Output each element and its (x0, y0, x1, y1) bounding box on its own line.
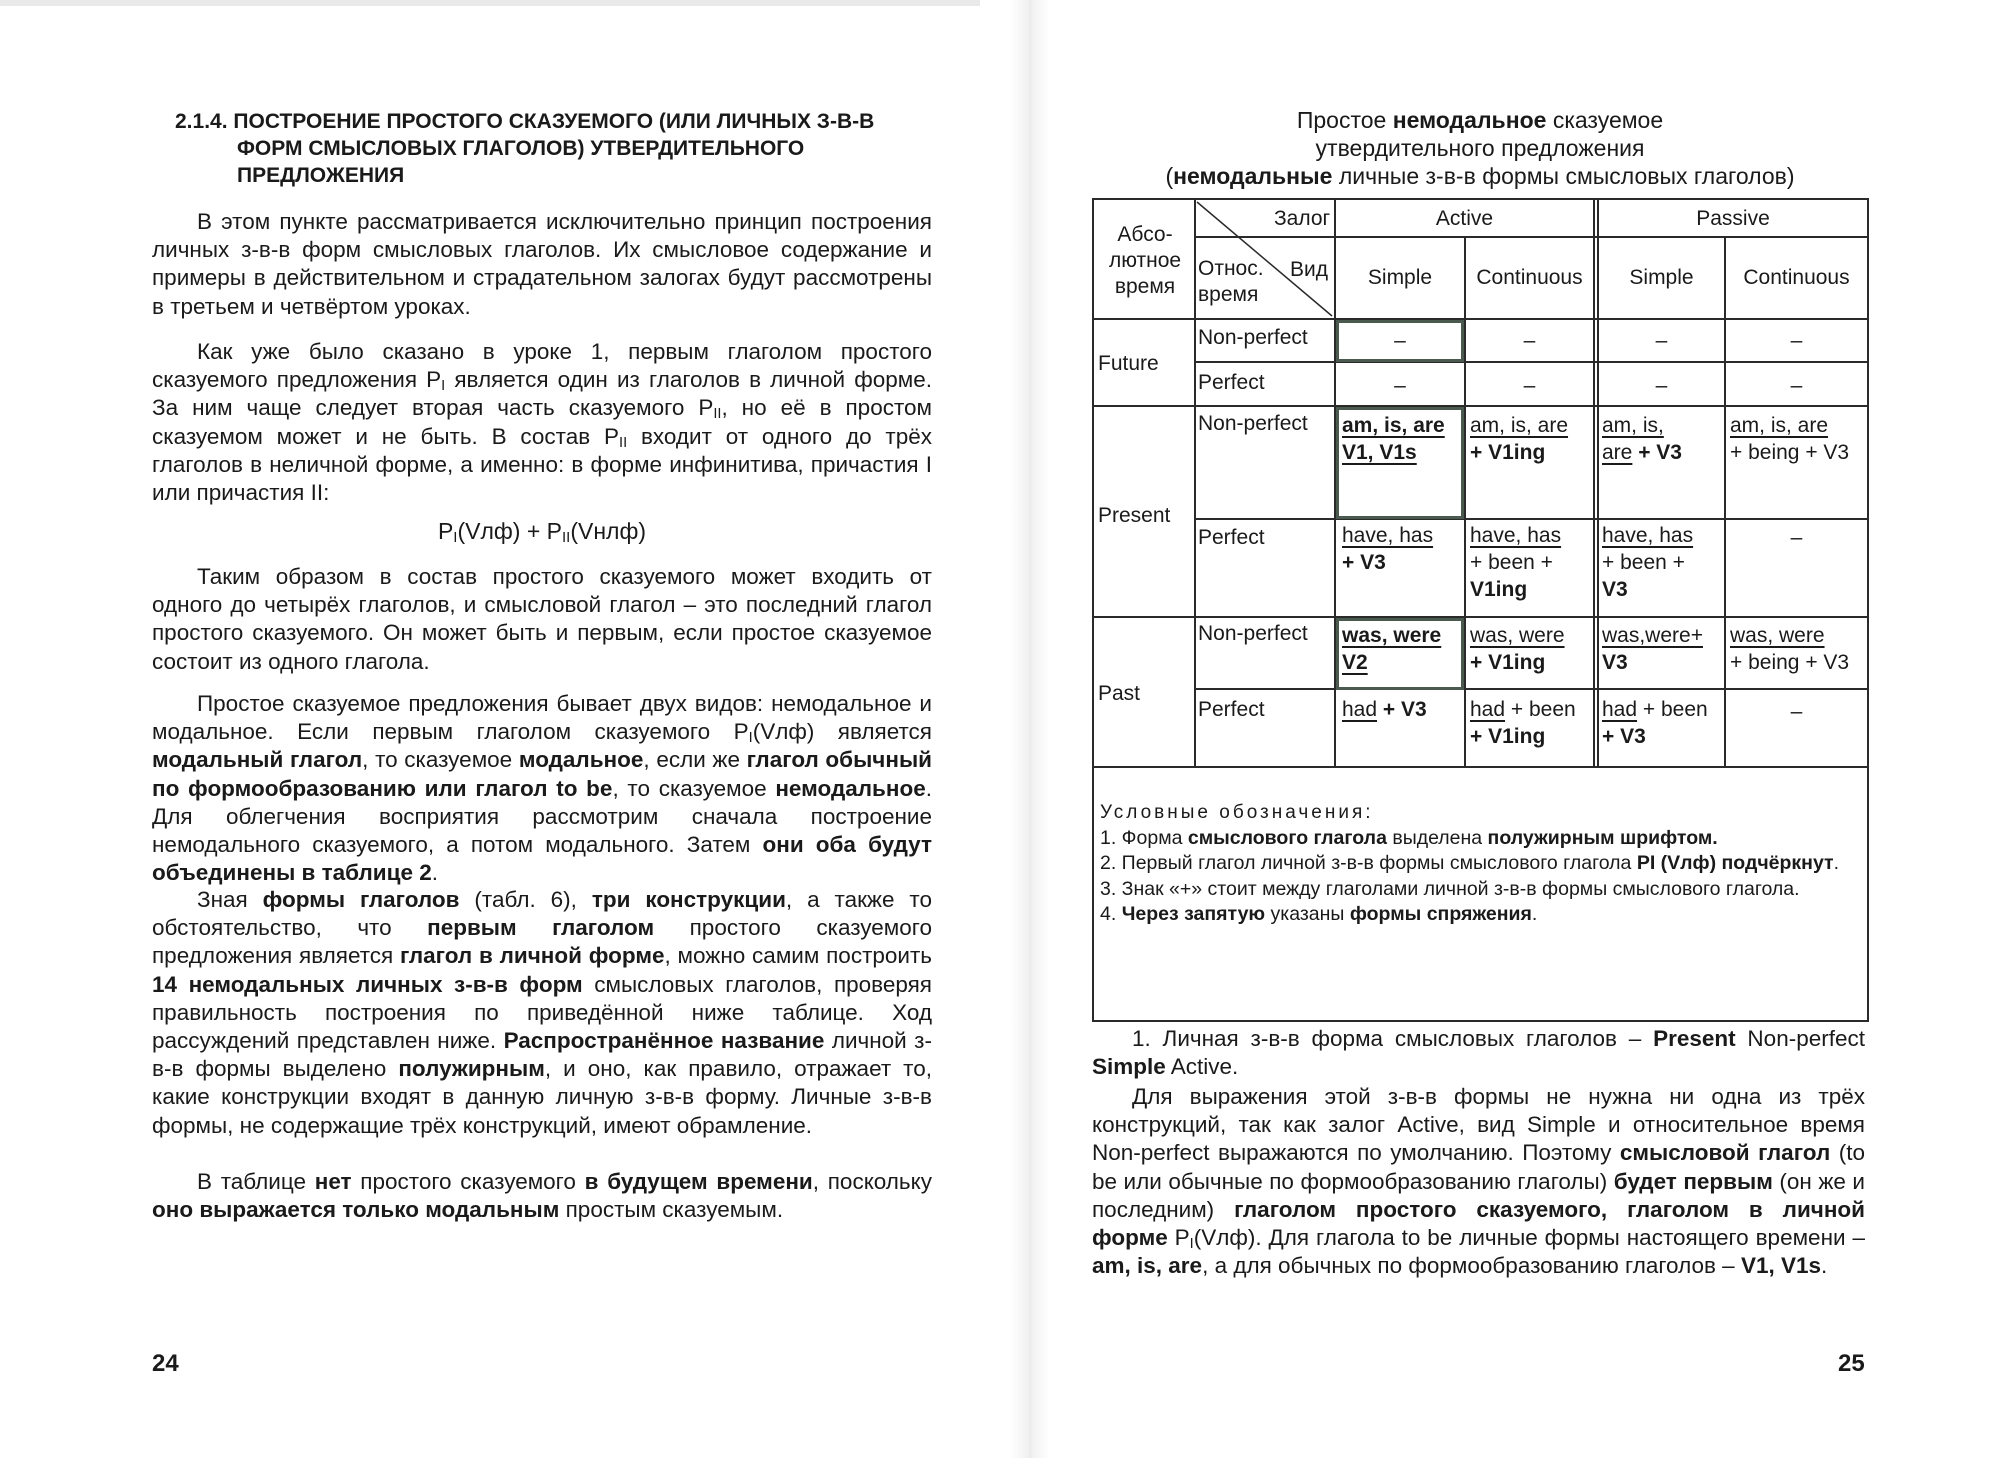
header-active: Active (1435, 207, 1494, 230)
future-perfect: Perfect (1198, 371, 1265, 394)
future-np-pc: – (1790, 329, 1803, 352)
corner-relative-time: Относ. время (1198, 257, 1264, 306)
future-p-as: – (1394, 374, 1406, 397)
past-p-pc: – (1790, 700, 1803, 723)
past-np-passive-continuous: was, were + being + V3 (1730, 624, 1850, 674)
corner-voice: Залог (1274, 207, 1331, 230)
present-p-pc: – (1790, 526, 1803, 549)
legend-title: Условные обозначения: (1100, 802, 1374, 823)
right-paragraph-2 (1092, 1083, 1865, 1280)
future-np-as: – (1394, 329, 1406, 352)
future-np-ps: – (1655, 329, 1668, 352)
legend-item-3: 3. Знак «+» стоит между глаголами личной з-в-в формы смыслового глагола. (1100, 877, 1800, 900)
header-passive-continuous: Continuous (1743, 266, 1850, 289)
past-p-active-simple: had + V3 (1342, 698, 1427, 721)
future-np-ac: – (1523, 329, 1536, 352)
section-number: 2.1.4. (175, 110, 228, 133)
page-number-right: 25 (1838, 1350, 1865, 1377)
past-np-passive-simple: was,were+ V3 (1602, 624, 1703, 674)
past-perfect: Perfect (1198, 698, 1265, 721)
corner-aspect: Вид (1290, 258, 1328, 281)
present-p-active-continuous: have, has + been + V1ing (1470, 524, 1562, 601)
paragraph-2-text: Как уже было сказано в уроке 1, первым глаголом простого сказуемого предложения $P_I$ является один из глаголов в личной форме. За ним чаще следует вторая часть сказуемого $P_{II}$, но её в простом сказуемом может и не быть. В состав $P_{II}$ входит от одного до трёх глаголов в неличной форме, а именно: в форме инфинитива, причастия I или причастия II: (152, 339, 932, 506)
future-p-pc: – (1790, 374, 1803, 397)
row-past: Past (1098, 682, 1141, 705)
paragraph-5 (152, 886, 932, 1140)
header-passive: Passive (1696, 207, 1770, 230)
present-np-passive-continuous: am, is, are + being + V3 (1730, 414, 1850, 464)
corner-absolute-time: Абсо-лютное время (1108, 223, 1182, 298)
formula: $P_I(Vлф)$ + $P_{II}(Vнлф)$ (437, 518, 647, 546)
page-number-left: 24 (152, 1350, 179, 1377)
table-title (1090, 106, 1870, 190)
paragraph-3 (152, 563, 932, 676)
present-p-active-simple: have, has + V3 (1342, 524, 1434, 574)
table-title-line3: (немодальные личные з-в-в формы смысловых глаголов) (1165, 163, 1795, 189)
legend-item-2: 2. Первый глагол личной з-в-в формы смыслового глагола PI (Vлф) подчёркнут. (1100, 852, 1839, 874)
right-paragraph-2-text: Для выражения этой з-в-в формы не нужна ни одна из трёх конструкций, так как залог Active, вид Simple и относительное время Non-perfect выражаются по умолчанию. Поэтому смысловой глагол (to be или обычные по формообразованию глаголы) будет первым (он же и последним) глаголом простого сказуемого, глаголом в личной форме $P_I(Vлф)$. Для глагола to be личные формы настоящего времени – am, is, are, а для обычных по формообразованию глаголов – V1, V1s. (1092, 1084, 1865, 1279)
past-p-passive-simple: had + been + V3 (1602, 698, 1708, 748)
present-perfect: Perfect (1198, 526, 1265, 549)
header-passive-simple: Simple (1629, 266, 1694, 289)
future-p-ac: – (1523, 374, 1536, 397)
legend (1100, 800, 1860, 928)
present-np-passive-simple: am, is, are + V3 (1602, 414, 1682, 464)
past-non-perfect: Non-perfect (1198, 622, 1308, 645)
paragraph-4-text: Простое сказуемое предложения бывает двух видов: немодальное и модальное. Если первым глаголом сказуемого $P_I(Vлф)$ является модальный глагол, то сказуемое модальное, если же глагол обычный по формообразованию или глагол to be, то сказуемое немодальное. Для облегчения восприятия рассмотрим сначала построение немодального сказуемого, а потом модального. Затем они оба будут объединены в таблице 2. (152, 691, 932, 886)
present-non-perfect: Non-perfect (1198, 412, 1308, 435)
paragraph-5-text: Зная формы глаголов (табл. 6), три конструкции, а также то обстоятельство, что первым глаголом простого сказуемого предложения является глагол в личной форме, можно самим построить 14 немодальных личных з-в-в форм смысловых глаголов, проверяя правильность построения по приведённой ниже таблице. Ход рассуждений представлен ниже. Распространённое название личной з-в-в формы выделено полужирным, и оно, как правило, отражает то, какие конструкции входят в данную личную з-в-в форму. Личные з-в-в формы, не содержащие трёх конструкций, имеют обрамление. (152, 887, 932, 1138)
past-p-active-continuous: had + been + V1ing (1470, 698, 1576, 748)
past-np-active-continuous: was, were + V1ing (1470, 624, 1565, 674)
row-present: Present (1098, 504, 1171, 527)
heading-rest: ФОРМ СМЫСЛОВЫХ ГЛАГОЛОВ) УТВЕРДИТЕЛЬНОГО ПРЕДЛОЖЕНИЯ (237, 137, 805, 187)
paragraph-6-text: В таблице нет простого сказуемого в будущем времени, поскольку оно выражается только модальным простым сказуемым. (152, 1169, 933, 1223)
legend-item-4: 4. Через запятую указаны формы спряжения. (1100, 903, 1538, 925)
right-paragraph-1 (1092, 1025, 1865, 1081)
heading-line1: ПОСТРОЕНИЕ ПРОСТОГО СКАЗУЕМОГО (ИЛИ ЛИЧНЫХ З-В-В (233, 110, 875, 133)
paragraph-1 (152, 208, 932, 321)
past-np-active-simple: was, were V2 (1342, 624, 1442, 674)
legend-item-1: 1. Форма смыслового глагола выделена полужирным шрифтом. (1100, 826, 1718, 849)
section-heading (175, 108, 935, 189)
paragraph-4 (152, 690, 932, 887)
present-np-active-continuous: am, is, are + V1ing (1470, 414, 1569, 464)
right-paragraph-1-text: 1. Личная з-в-в форма смысловых глаголов – Present Non-perfect Simple Active. (1092, 1026, 1865, 1080)
future-non-perfect: Non-perfect (1198, 326, 1308, 349)
present-np-active-simple: am, is, are V1, V1s (1342, 414, 1445, 464)
table-title-line2: утвердительного предложения (1315, 135, 1645, 161)
paragraph-2 (152, 338, 932, 507)
table-title-line1: Простое немодальное сказуемое (1296, 107, 1664, 133)
header-active-continuous: Continuous (1476, 266, 1583, 289)
legend-list (1100, 826, 1860, 928)
row-future: Future (1098, 352, 1159, 375)
present-p-passive-simple: have, has + been + V3 (1602, 524, 1694, 601)
paragraph-3-text: Таким образом в состав простого сказуемого может входить от одного до четырёх глаголов, и смысловой глагол – это последний глагол простого сказуемого. Он может быть и первым, если простое сказуемое состоит из одного глагола. (152, 564, 932, 674)
future-p-ps: – (1655, 374, 1668, 397)
paragraph-6 (152, 1168, 932, 1224)
header-active-simple: Simple (1367, 266, 1433, 289)
paragraph-1-text: В этом пункте рассматривается исключительно принцип построения личных з-в-в форм смысловых глаголов. Их смысловое содержание и примеры в действительном и страдательном залогах будут рассмотрены в третьем и четвёртом уроках. (152, 209, 932, 319)
